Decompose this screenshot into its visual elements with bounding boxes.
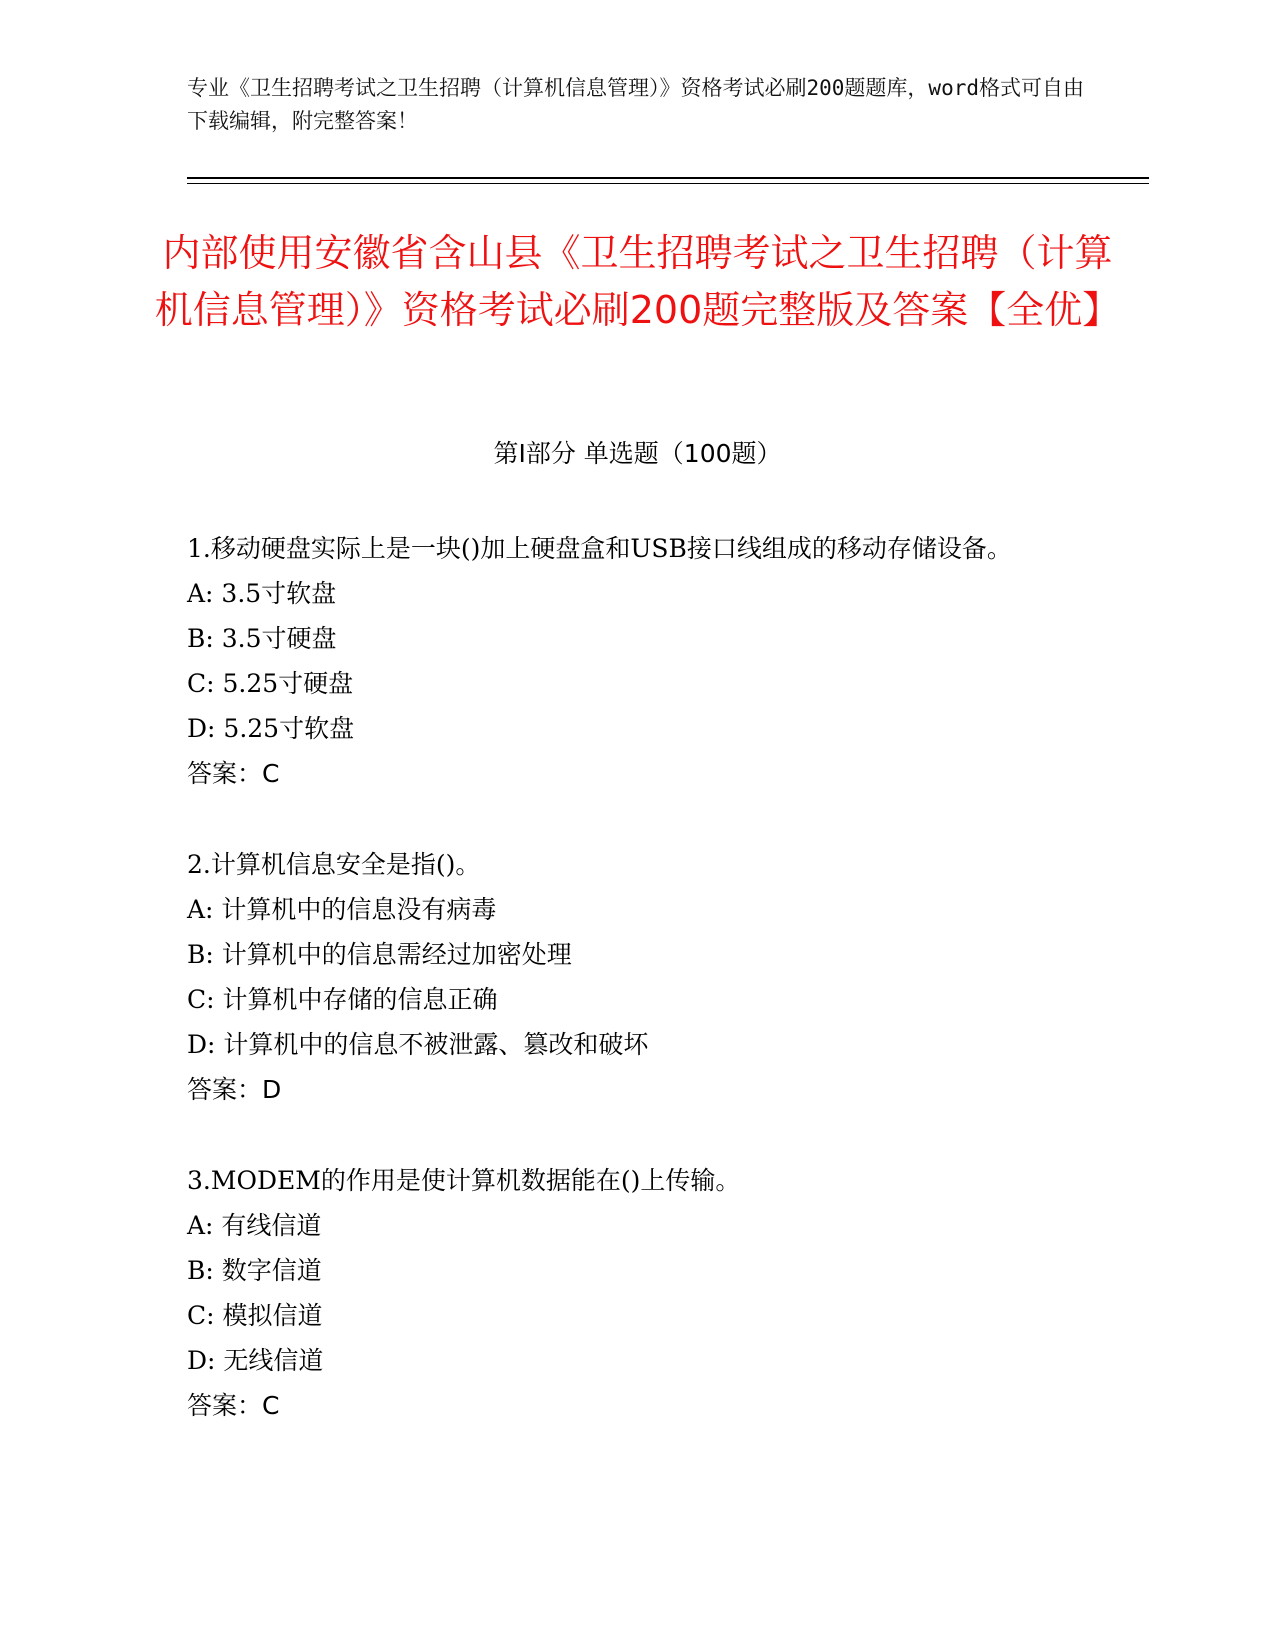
section-heading: 第Ⅰ部分 单选题（100题） <box>493 439 782 468</box>
question-3 <box>187 1158 1087 1428</box>
option-c: C: 模拟信道 <box>187 1301 323 1330</box>
option-b: B: 数字信道 <box>187 1256 322 1285</box>
option-a: A: 3.5寸软盘 <box>187 579 337 608</box>
answer: 答案：C <box>187 1391 280 1420</box>
header-note: 专业《卫生招聘考试之卫生招聘（计算机信息管理）》资格考试必刷200题题库，word格式可自由下载编辑，附完整答案！ <box>187 76 1084 133</box>
document-title: 内部使用安徽省含山县《卫生招聘考试之卫生招聘（计算机信息管理）》资格考试必刷200题完整版及答案【全优】 <box>154 231 1121 332</box>
option-c: C: 5.25寸硬盘 <box>187 669 354 698</box>
option-d: D: 5.25寸软盘 <box>187 714 355 743</box>
option-d: D: 计算机中的信息不被泄露、篡改和破坏 <box>187 1030 649 1059</box>
question-stem: 1.移动硬盘实际上是一块()加上硬盘盒和USB接口线组成的移动存储设备。 <box>187 534 1012 563</box>
option-d: D: 无线信道 <box>187 1346 324 1375</box>
option-b: B: 计算机中的信息需经过加密处理 <box>187 940 572 969</box>
question-list <box>187 526 1087 1474</box>
answer: 答案：C <box>187 759 280 788</box>
answer: 答案：D <box>187 1075 282 1104</box>
option-c: C: 计算机中存储的信息正确 <box>187 985 498 1014</box>
header-divider-thick <box>187 177 1149 179</box>
question-stem: 2.计算机信息安全是指()。 <box>187 850 481 879</box>
option-a: A: 计算机中的信息没有病毒 <box>187 895 497 924</box>
option-b: B: 3.5寸硬盘 <box>187 624 337 653</box>
header-divider-thin <box>187 183 1149 184</box>
question-1 <box>187 526 1087 796</box>
option-a: A: 有线信道 <box>187 1211 322 1240</box>
question-2 <box>187 842 1087 1112</box>
question-stem: 3.MODEM的作用是使计算机数据能在()上传输。 <box>187 1166 741 1195</box>
